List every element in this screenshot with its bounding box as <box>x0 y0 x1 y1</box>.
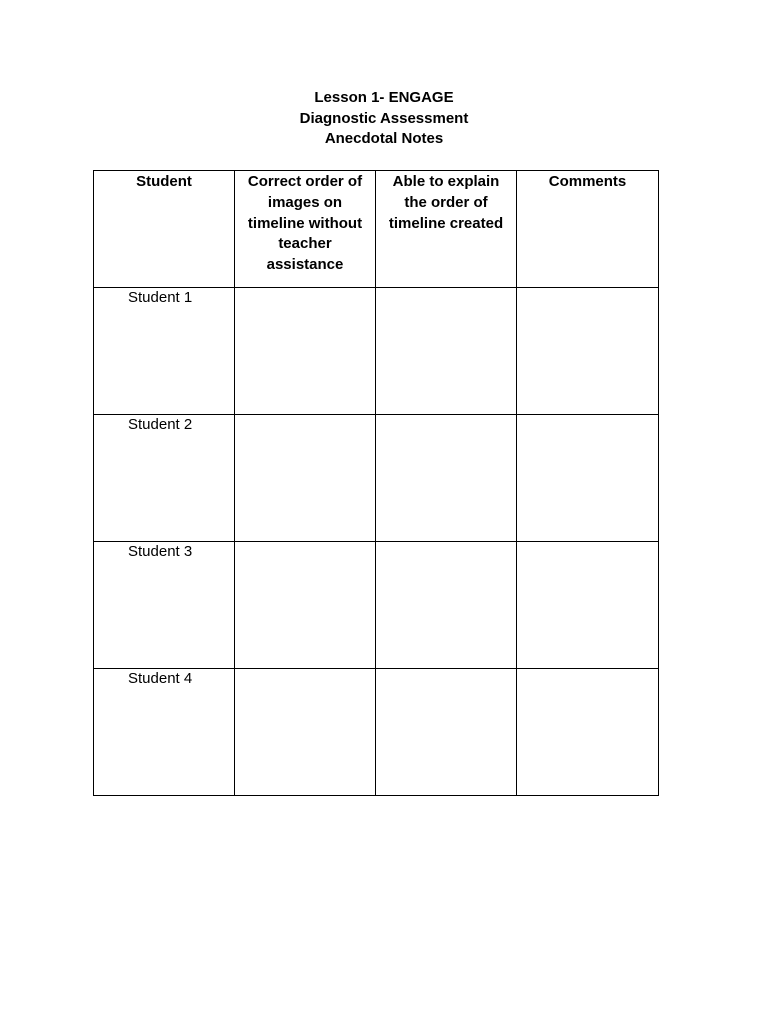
header-comments: Comments <box>517 171 659 288</box>
table-row <box>94 542 659 669</box>
correct-order-cell[interactable] <box>235 542 376 669</box>
correct-order-cell[interactable] <box>235 415 376 542</box>
student-name-cell: Student 3 <box>94 542 235 669</box>
anecdotal-notes-table <box>93 170 659 796</box>
explain-cell[interactable] <box>376 288 517 415</box>
header-able-to-explain: Able to explain the order of timeline created <box>376 171 517 288</box>
header-row <box>94 171 659 288</box>
assessment-title: Diagnostic Assessment <box>299 109 469 127</box>
table-row <box>94 669 659 796</box>
comments-cell[interactable] <box>517 288 659 415</box>
student-name-cell: Student 1 <box>94 288 235 415</box>
comments-cell[interactable] <box>517 669 659 796</box>
table-row <box>94 288 659 415</box>
explain-cell[interactable] <box>376 415 517 542</box>
explain-cell[interactable] <box>376 669 517 796</box>
student-name-cell: Student 4 <box>94 669 235 796</box>
explain-cell[interactable] <box>376 542 517 669</box>
header-student: Student <box>94 171 235 288</box>
correct-order-cell[interactable] <box>235 288 376 415</box>
lesson-title: Lesson 1- ENGAGE <box>314 89 454 106</box>
correct-order-cell[interactable] <box>235 669 376 796</box>
student-name-cell: Student 2 <box>94 415 235 542</box>
notes-title: Anecdotal Notes <box>324 130 444 147</box>
header-correct-order: Correct order of images on timeline without teacher assistance <box>235 171 376 288</box>
table-row <box>94 415 659 542</box>
document-title <box>0 88 768 150</box>
comments-cell[interactable] <box>517 415 659 542</box>
comments-cell[interactable] <box>517 542 659 669</box>
